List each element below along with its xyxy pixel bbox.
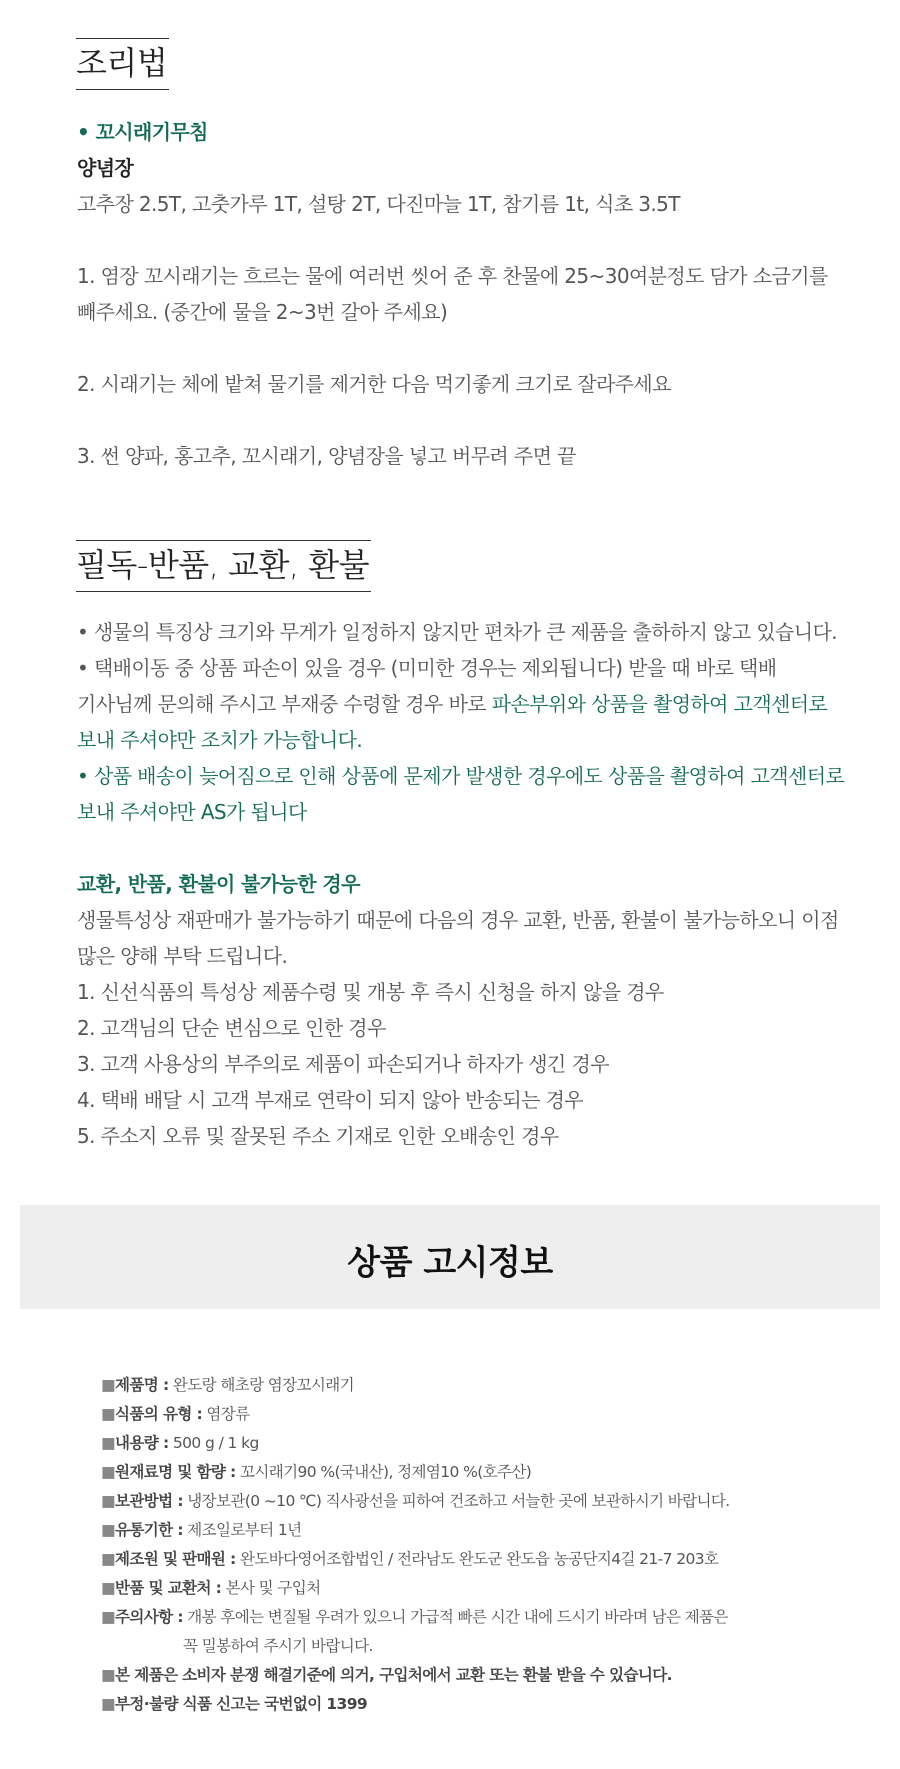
notice-item-manufacturer: ■제조원 및 판매원 : 완도바다영어조합법인 / 전라남도 완도군 완도읍 농공단지4길 21-7 203호 [101,1550,719,1568]
returns-title: 필독-반품, 교환, 환불 [76,540,371,592]
returns-bullet-3-line-1: • 상품 배송이 늦어짐으로 인해 상품에 문제가 발생한 경우에도 상품을 촬영하여 고객센터로 [77,764,845,788]
notice-item-caution-cont: 꼭 밀봉하여 주시기 바랍니다. [183,1637,373,1655]
square-bullet-icon: ■ [101,1579,116,1597]
notice-item-ingredients: ■원재료명 및 함량 : 꼬시래기90 %(국내산), 정제염10 %(호주산) [101,1463,532,1481]
square-bullet-icon: ■ [101,1463,116,1481]
returns-bullet-2-line-3: 보내 주셔야만 조치가 가능합니다. [77,728,363,752]
returns-bullet-2-plain: 기사님께 문의해 주시고 부재중 수령할 경우 바로 [77,692,492,716]
square-bullet-icon: ■ [101,1666,116,1684]
square-bullet-icon: ■ [101,1434,116,1452]
notice-footer-2: ■부정·불량 식품 신고는 국번없이 1399 [101,1695,368,1713]
product-notice-info [101,1371,841,1719]
notice-footer-1: ■본 제품은 소비자 분쟁 해결기준에 의거, 구입처에서 교환 또는 환불 받을 수 있습니다. [101,1666,672,1684]
notice-item-return-place: ■반품 및 교환처 : 본사 및 구입처 [101,1579,321,1597]
square-bullet-icon: ■ [101,1695,116,1713]
notice-item-expiry: ■유통기한 : 제조일로부터 1년 [101,1521,302,1539]
notice-item-food-type: ■식품의 유형 : 염장류 [101,1405,250,1423]
no-return-case-4: 4. 택배 배달 시 고객 부재로 연락이 되지 않아 반송되는 경우 [77,1088,584,1112]
recipe-step-2: 2. 시래기는 체에 밭쳐 물기를 제거한 다음 먹기좋게 크기로 잘라주세요 [77,372,671,396]
square-bullet-icon: ■ [101,1608,116,1626]
returns-bullet-2-highlight: 파손부위와 상품을 촬영하여 고객센터로 [491,692,828,716]
no-return-intro-line-2: 많은 양해 부탁 드립니다. [77,944,288,968]
square-bullet-icon: ■ [101,1492,116,1510]
product-notice-header [20,1205,880,1309]
recipe-step-3: 3. 썬 양파, 홍고추, 꼬시래기, 양념장을 넣고 버무려 주면 끝 [77,444,576,468]
product-notice-title: 상품 고시정보 [347,1243,553,1283]
notice-item-volume: ■내용량 : 500 g / 1 kg [101,1434,259,1452]
no-return-title: 교환, 반품, 환불이 불가능한 경우 [77,872,360,896]
sauce-ingredients: 고추장 2.5T, 고춧가루 1T, 설탕 2T, 다진마늘 1T, 참기름 1t, 식초 3.5T [77,192,680,216]
notice-item-storage: ■보관방법 : 냉장보관(0 ~10 ℃) 직사광선을 피하여 건조하고 서늘한 곳에 보관하시기 바랍니다. [101,1492,730,1510]
square-bullet-icon: ■ [101,1376,116,1394]
no-return-case-1: 1. 신선식품의 특성상 제품수령 및 개봉 후 즉시 신청을 하지 않을 경우 [77,980,664,1004]
no-return-case-3: 3. 고객 사용상의 부주의로 제품이 파손되거나 하자가 생긴 경우 [77,1052,609,1076]
recipe-block [77,114,877,474]
square-bullet-icon: ■ [101,1550,116,1568]
square-bullet-icon: ■ [101,1521,116,1539]
sauce-label: 양념장 [77,156,134,180]
no-return-case-5: 5. 주소지 오류 및 잘못된 주소 기재로 인한 오배송인 경우 [77,1124,559,1148]
returns-bullet-2-line-2 [77,686,877,722]
recipe-title: 조리법 [76,38,169,90]
no-return-case-2: 2. 고객님의 단순 변심으로 인한 경우 [77,1016,386,1040]
notice-item-product-name: ■제품명 : 완도랑 해초랑 염장꼬시래기 [101,1376,355,1394]
no-return-intro-line-1: 생물특성상 재판매가 불가능하기 때문에 다음의 경우 교환, 반품, 환불이 불가능하오니 이점 [77,908,839,932]
notice-item-caution: ■주의사항 : 개봉 후에는 변질될 우려가 있으니 가급적 빠른 시간 내에 드시기 바라며 남은 제품은 [101,1608,728,1626]
returns-bullet-3-line-2: 보내 주셔야만 AS가 됩니다 [77,800,307,824]
square-bullet-icon: ■ [101,1405,116,1423]
recipe-step-1-line-1: 1. 염장 꼬시래기는 흐르는 물에 여러번 씻어 준 후 찬물에 25~30여분정도 담가 소금기를 [77,264,828,288]
returns-bullet-2-line-1: • 택배이동 중 상품 파손이 있을 경우 (미미한 경우는 제외됩니다) 받을 때 바로 택배 [77,656,777,680]
returns-block [77,614,877,1154]
returns-bullet-1: • 생물의 특징상 크기와 무게가 일정하지 않지만 편차가 큰 제품을 출하하지 않고 있습니다. [77,620,837,644]
recipe-dish-name: • 꼬시래기무침 [77,120,208,144]
recipe-step-1-line-2: 빼주세요. (중간에 물을 2~3번 갈아 주세요) [77,300,448,324]
